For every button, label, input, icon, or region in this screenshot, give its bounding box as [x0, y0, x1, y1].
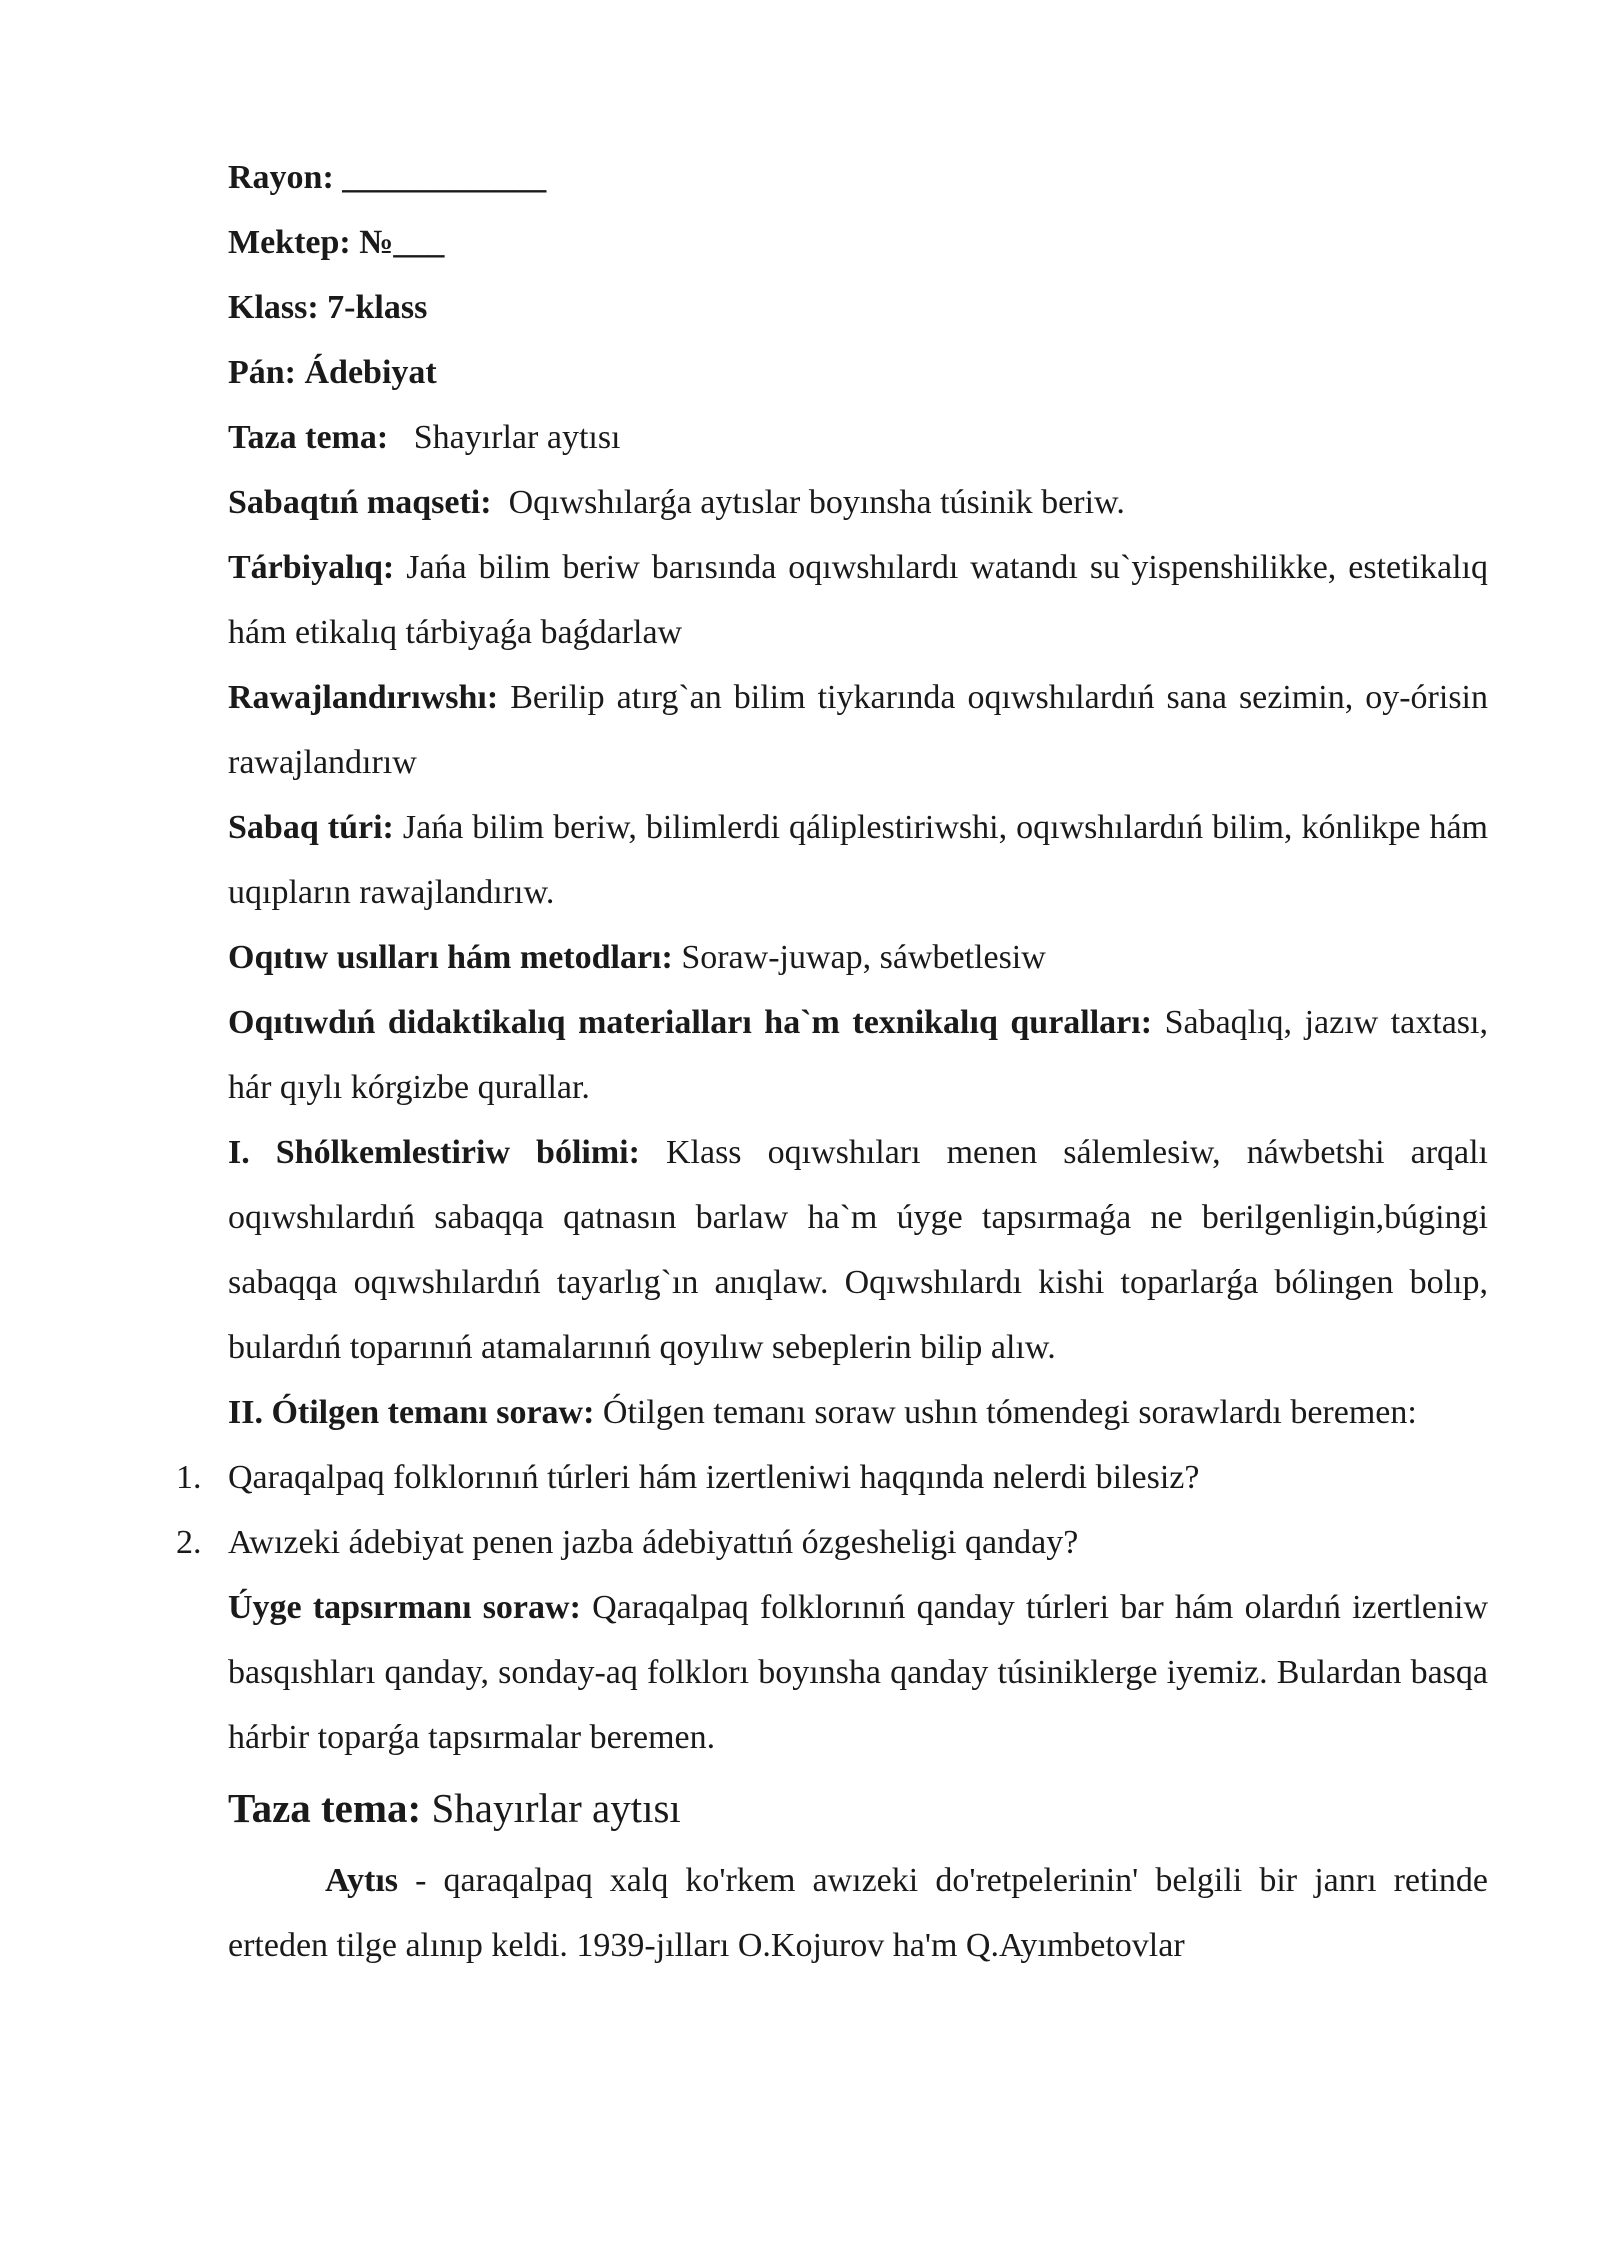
shol-value: Klass oqıwshıları menen sálemlesiw, náwbetshi arqalı oqıwshılardıń sabaqqa qatnasın barlaw ha`m úyge tapsırmaǵa ne berilgenligin,búgingi sabaqqa oqıwshılardıń tayarlıg`ın anıqlaw. Oqıwshılardı kishi toparlarǵa bólingen bolıp, bulardıń toparınıń atamalarınıń qoyılıw sebeplerin bilip alıw. [228, 1134, 1488, 1366]
klass-label: Klass: 7-klass [228, 289, 428, 326]
metodlar-line [228, 925, 1488, 990]
heading-label: Taza tema: [228, 1785, 422, 1831]
sabaq-turi-label: Sabaq túri: [228, 809, 394, 846]
materiallar-value: Sabaqlıq, jazıw taxtası, hár qıylı kórgizbe qurallar. [228, 1004, 1488, 1106]
question-text: Awızeki ádebiyat penen jazba ádebiyattıń ózgesheligi qanday? [228, 1524, 1079, 1561]
rawaj-paragraph [228, 665, 1488, 795]
maqset-value: Oqıwshılarǵa aytıslar boyınsha túsinik beriw. [508, 484, 1125, 521]
tarbiya-value: Jańa bilim beriw barısında oqıwshılardı watandı su`yispenshilikke, estetikalıq hám etikalıq tárbiyaǵa baǵdarlaw [228, 549, 1489, 651]
mektep-label: Mektep: № [228, 224, 394, 261]
heading-value: Shayırlar aytısı [431, 1785, 681, 1831]
materiallar-label: Oqıtıwdıń didaktikalıq materialları ha`m texnikalıq quralları: [228, 1004, 1153, 1041]
taza-tema-line [228, 405, 1488, 470]
metodlar-value: Soraw-juwap, sáwbetlesiw [681, 939, 1046, 976]
section-heading [228, 1772, 1488, 1844]
materiallar-paragraph [228, 990, 1488, 1120]
lesson-plan-document [176, 145, 1489, 1978]
aytis-label: Aytıs [325, 1862, 399, 1899]
rayon-line [228, 145, 1488, 210]
mektep-blank: ___ [393, 224, 445, 261]
pan-label: Pán: Ádebiyat [228, 354, 437, 391]
taza-tema-value: Shayırlar aytısı [413, 419, 621, 456]
klass-line [228, 275, 1488, 340]
uyge-value: Qaraqalpaq folklorınıń qanday túrleri bar hám olardıń izertleniw basqıshları qanday, sonday-aq folklorı boyınsha qanday túsiniklerge iyemiz. Bulardan basqa hárbir toparǵa tapsırmalar beremen. [228, 1589, 1489, 1756]
maqset-line [228, 470, 1488, 535]
otilgen-value: Ótilgen temanı soraw ushın tómendegi sorawlardı beremen: [602, 1394, 1417, 1431]
rayon-blank: ____________ [342, 159, 547, 196]
maqset-label: Sabaqtıń maqseti: [228, 484, 492, 521]
metodlar-label: Oqıtıw usılları hám metodları: [228, 939, 673, 976]
rawaj-value: Berilip atırg`an bilim tiykarında oqıwshılardıń sana sezimin, oy-órisin rawajlandırıw [228, 679, 1488, 781]
question-item [176, 1445, 1488, 1510]
rawaj-label: Rawajlandırıwshı: [228, 679, 499, 716]
pan-line [228, 340, 1488, 405]
otilgen-paragraph [228, 1380, 1488, 1445]
question-item [176, 1510, 1488, 1575]
tarbiya-paragraph [228, 535, 1488, 665]
taza-tema-label: Taza tema: [228, 419, 389, 456]
question-number: 1. [176, 1459, 202, 1496]
uyge-paragraph [228, 1575, 1488, 1770]
question-text: Qaraqalpaq folklorınıń túrleri hám izertleniwi haqqında nelerdi bilesiz? [228, 1459, 1200, 1496]
shol-label: I. Shólkemlestiriw bólimi: [228, 1134, 640, 1171]
otilgen-label: II. Ótilgen temanı soraw: [228, 1394, 595, 1431]
aytis-value: - qaraqalpaq xalq ko'rkem awızeki do'retpelerinin' belgili bir janrı retinde erteden tilge alınıp keldi. 1939-jılları O.Kojurov ha'm Q.Ayımbetovlar [228, 1862, 1489, 1964]
shol-paragraph [228, 1120, 1488, 1380]
rayon-label: Rayon: [228, 159, 334, 196]
aytis-paragraph [228, 1848, 1488, 1978]
question-number: 2. [176, 1524, 202, 1561]
uyge-label: Úyge tapsırmanı soraw: [228, 1589, 581, 1626]
sabaq-turi-value: Jańa bilim beriw, bilimlerdi qáliplestiriwshi, oqıwshılardıń bilim, kónlikpe hám uqıpların rawajlandırıw. [228, 809, 1488, 911]
tarbiya-label: Tárbiyalıq: [228, 549, 395, 586]
mektep-line [228, 210, 1488, 275]
sabaq-turi-paragraph [228, 795, 1488, 925]
